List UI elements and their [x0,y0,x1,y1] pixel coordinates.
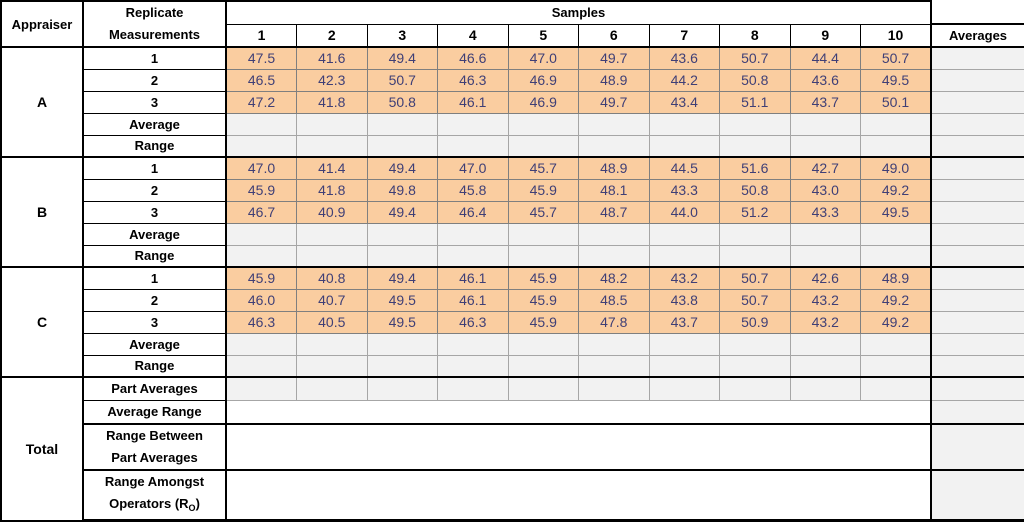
appraiser-label: C [1,267,83,377]
range-between-line2: Part Averages [111,450,198,465]
measurement-cell[interactable]: 49.4 [367,267,438,289]
computed-cell [579,333,650,355]
computed-cell [508,135,579,157]
table-row [1,470,1024,521]
average-range-label: Average Range [83,400,226,424]
header-row-1 [1,1,1024,24]
measurement-cell[interactable]: 50.7 [720,267,791,289]
measurement-cell[interactable]: 50.7 [861,47,932,69]
table-row [1,400,1024,424]
measurement-cell[interactable]: 46.9 [508,69,579,91]
measurement-cell[interactable]: 49.5 [861,201,932,223]
measurement-cell[interactable]: 42.3 [297,69,368,91]
measurement-cell[interactable]: 50.8 [720,69,791,91]
measurement-cell[interactable]: 47.0 [508,47,579,69]
computed-cell [226,113,297,135]
measurement-cell[interactable]: 45.9 [508,289,579,311]
range-between-line1: Range Between [106,428,203,443]
computed-cell [579,135,650,157]
range-amongst-line2: Operators $(R_O)$ [109,496,200,513]
computed-cell [720,223,791,245]
measurement-cell[interactable]: 44.0 [649,201,720,223]
computed-cell [790,135,861,157]
computed-cell [720,355,791,377]
measurement-cell[interactable]: 46.9 [508,91,579,113]
measurement-cell[interactable]: 46.0 [226,289,297,311]
computed-cell [226,135,297,157]
measurement-cell[interactable]: 48.9 [579,157,650,179]
average-row-label: Average [83,333,226,355]
measurement-cell[interactable]: 42.6 [790,267,861,289]
measurement-cell[interactable]: 49.5 [367,289,438,311]
average-range-value-cell [226,400,931,424]
averages-cell [931,47,1024,69]
computed-cell [790,223,861,245]
measurement-cell[interactable]: 47.2 [226,91,297,113]
measurement-cell[interactable]: 43.7 [649,311,720,333]
sample-number-header: 9 [790,24,861,47]
computed-cell [649,245,720,267]
measurement-cell[interactable]: 46.6 [438,47,509,69]
averages-cell [931,69,1024,91]
measurement-cell[interactable]: 43.4 [649,91,720,113]
samples-header: Samples [226,1,931,24]
computed-cell [790,377,861,400]
measurement-cell[interactable]: 43.2 [649,267,720,289]
row-label: 1 [83,157,226,179]
measurement-cell[interactable]: 49.0 [861,157,932,179]
computed-cell [367,355,438,377]
computed-cell [438,135,509,157]
measurement-cell[interactable]: 41.8 [297,91,368,113]
measurement-cell[interactable]: 43.8 [649,289,720,311]
computed-cell [297,355,368,377]
table-row [1,179,1024,201]
averages-cell [931,424,1024,470]
row-label: 1 [83,267,226,289]
computed-cell [649,223,720,245]
measurement-cell[interactable]: 41.6 [297,47,368,69]
measurement-cell[interactable]: 43.0 [790,179,861,201]
range-row-label: Range [83,135,226,157]
computed-cell [297,113,368,135]
computed-cell [297,245,368,267]
computed-cell [579,113,650,135]
measurement-cell[interactable]: 49.5 [861,69,932,91]
measurement-cell[interactable]: 50.9 [720,311,791,333]
averages-cell [931,113,1024,135]
computed-cell [579,245,650,267]
computed-cell [508,377,579,400]
row-label: 3 [83,311,226,333]
measurement-cell[interactable]: 46.1 [438,267,509,289]
table-row [1,201,1024,223]
measurement-cell[interactable]: 49.8 [367,179,438,201]
row-label: 3 [83,91,226,113]
computed-cell [649,355,720,377]
table-row [1,424,1024,470]
table-row [1,135,1024,157]
measurement-cell[interactable]: 50.8 [367,91,438,113]
measurement-cell[interactable]: 42.7 [790,157,861,179]
measurement-cell[interactable]: 43.6 [649,47,720,69]
sample-number-header: 2 [297,24,368,47]
measurement-cell[interactable]: 47.0 [438,157,509,179]
row-label: 2 [83,69,226,91]
measurement-cell[interactable]: 44.5 [649,157,720,179]
computed-cell [438,245,509,267]
averages-header: Averages [931,24,1024,47]
replicate-header-line1: Replicate [125,5,184,20]
measurement-cell[interactable]: 49.4 [367,157,438,179]
computed-cell [508,113,579,135]
range-row-label: Range [83,245,226,267]
computed-cell [367,377,438,400]
measurement-cell[interactable]: 47.8 [579,311,650,333]
computed-cell [649,135,720,157]
computed-cell [226,355,297,377]
computed-cell [297,223,368,245]
measurement-cell[interactable]: 51.2 [720,201,791,223]
computed-cell [720,333,791,355]
measurement-cell[interactable]: 51.1 [720,91,791,113]
measurement-cell[interactable]: 45.7 [508,201,579,223]
table-row [1,267,1024,289]
measurement-cell[interactable]: 48.2 [579,267,650,289]
computed-cell [861,355,932,377]
computed-cell [226,223,297,245]
computed-cell [649,333,720,355]
measurement-cell[interactable]: 46.3 [438,69,509,91]
averages-cell [931,91,1024,113]
table-row [1,333,1024,355]
table-row [1,377,1024,400]
measurement-cell[interactable]: 43.2 [790,311,861,333]
measurement-cell[interactable]: 49.4 [367,201,438,223]
computed-cell [438,355,509,377]
computed-cell [367,245,438,267]
table-row [1,311,1024,333]
sample-number-header: 6 [579,24,650,47]
measurement-cell[interactable]: 45.9 [226,179,297,201]
computed-cell [720,135,791,157]
computed-cell [226,245,297,267]
measurement-cell[interactable]: 46.7 [226,201,297,223]
measurement-cell[interactable]: 45.9 [508,179,579,201]
averages-cell [931,157,1024,179]
averages-cell [931,201,1024,223]
computed-cell [508,333,579,355]
averages-cell [931,135,1024,157]
computed-cell [790,333,861,355]
measurement-cell[interactable]: 48.5 [579,289,650,311]
computed-cell [297,377,368,400]
averages-cell [931,245,1024,267]
computed-cell [861,245,932,267]
computed-cell [438,333,509,355]
average-row-label: Average [83,223,226,245]
table-row [1,113,1024,135]
sample-number-header: 5 [508,24,579,47]
range-amongst-value-cell [226,470,931,521]
computed-cell [790,113,861,135]
computed-cell [508,223,579,245]
measurement-cell[interactable]: 41.4 [297,157,368,179]
measurement-cell[interactable]: 49.4 [367,47,438,69]
computed-cell [861,113,932,135]
table-row [1,223,1024,245]
table-row [1,69,1024,91]
measurement-cell[interactable]: 46.3 [226,311,297,333]
averages-cell [931,311,1024,333]
table-row [1,245,1024,267]
measurement-cell[interactable]: 45.9 [226,267,297,289]
measurement-cell[interactable]: 45.8 [438,179,509,201]
measurement-cell[interactable]: 48.1 [579,179,650,201]
computed-cell [649,377,720,400]
averages-cell [931,289,1024,311]
averages-cell [931,267,1024,289]
table-row [1,91,1024,113]
computed-cell [861,333,932,355]
row-label: 1 [83,47,226,69]
table-row [1,289,1024,311]
table-row [1,157,1024,179]
measurement-cell[interactable]: 49.2 [861,311,932,333]
measurement-cell[interactable]: 50.8 [720,179,791,201]
computed-cell [790,355,861,377]
replicate-measurements-header [83,1,226,47]
sample-number-header: 1 [226,24,297,47]
measurement-cell[interactable]: 48.7 [579,201,650,223]
measurement-cell[interactable]: 41.8 [297,179,368,201]
measurement-cell[interactable]: 49.2 [861,289,932,311]
computed-cell [790,245,861,267]
sample-number-header: 4 [438,24,509,47]
measurement-cell[interactable]: 51.6 [720,157,791,179]
averages-cell [931,355,1024,377]
computed-cell [720,377,791,400]
range-row-label: Range [83,355,226,377]
computed-cell [508,355,579,377]
range-amongst-operators-label [83,470,226,521]
computed-cell [508,245,579,267]
appraiser-label: A [1,47,83,157]
computed-cell [226,333,297,355]
appraiser-header: Appraiser [1,1,83,47]
computed-cell [367,333,438,355]
computed-cell [297,135,368,157]
range-between-part-averages-label [83,424,226,470]
measurement-cell[interactable]: 47.0 [226,157,297,179]
measurement-cell[interactable]: 40.5 [297,311,368,333]
measurement-cell[interactable]: 45.7 [508,157,579,179]
range-between-value-cell [226,424,931,470]
sample-number-header: 3 [367,24,438,47]
measurement-cell[interactable]: 43.2 [790,289,861,311]
measurement-cell[interactable]: 46.3 [438,311,509,333]
computed-cell [861,223,932,245]
computed-cell [579,377,650,400]
measurement-cell[interactable]: 46.1 [438,289,509,311]
computed-cell [367,113,438,135]
computed-cell [438,223,509,245]
measurement-cell[interactable]: 45.9 [508,267,579,289]
computed-cell [861,135,932,157]
computed-cell [720,245,791,267]
measurement-cell[interactable]: 48.9 [861,267,932,289]
computed-cell [367,135,438,157]
measurement-cell[interactable]: 46.4 [438,201,509,223]
measurement-cell[interactable]: 43.7 [790,91,861,113]
measurement-cell[interactable]: 46.5 [226,69,297,91]
row-label: 2 [83,179,226,201]
computed-cell [579,355,650,377]
measurement-cell[interactable]: 49.7 [579,47,650,69]
r-zero-subscript: O [188,503,196,513]
total-label: Total [1,377,83,521]
measurement-cell[interactable]: 40.9 [297,201,368,223]
range-amongst-line1: Range Amongst [104,474,205,489]
measurement-cell[interactable]: 43.3 [790,201,861,223]
averages-cell [931,223,1024,245]
computed-cell [226,377,297,400]
measurement-cell[interactable]: 49.5 [367,311,438,333]
measurement-cell[interactable]: 44.2 [649,69,720,91]
measurement-cell[interactable]: 50.7 [720,47,791,69]
measurement-cell[interactable]: 46.1 [438,91,509,113]
averages-cell [931,377,1024,400]
averages-cell [931,400,1024,424]
measurement-cell[interactable]: 43.6 [790,69,861,91]
measurement-cell[interactable]: 40.8 [297,267,368,289]
computed-cell [438,113,509,135]
computed-cell [861,377,932,400]
measurement-cell[interactable]: 50.7 [720,289,791,311]
averages-cell [931,333,1024,355]
measurement-cell[interactable]: 48.9 [579,69,650,91]
part-averages-label: Part Averages [83,377,226,400]
computed-cell [367,223,438,245]
averages-cell [931,179,1024,201]
sample-number-header: 8 [720,24,791,47]
replicate-header-line2: Measurements [108,27,201,42]
average-row-label: Average [83,113,226,135]
computed-cell [297,333,368,355]
measurement-cell[interactable]: 47.5 [226,47,297,69]
sample-number-header: 10 [861,24,932,47]
computed-cell [579,223,650,245]
computed-cell [438,377,509,400]
measurement-cell[interactable]: 45.9 [508,311,579,333]
measurement-cell[interactable]: 50.7 [367,69,438,91]
measurement-cell[interactable]: 50.1 [861,91,932,113]
sample-number-header: 7 [649,24,720,47]
averages-cell [931,470,1024,521]
measurement-cell[interactable]: 49.7 [579,91,650,113]
blank-corner-cell [931,1,1024,24]
appraiser-label: B [1,157,83,267]
measurement-cell[interactable]: 43.3 [649,179,720,201]
computed-cell [720,113,791,135]
table-row [1,47,1024,69]
measurement-cell[interactable]: 44.4 [790,47,861,69]
computed-cell [649,113,720,135]
measurement-cell[interactable]: 49.2 [861,179,932,201]
row-label: 3 [83,201,226,223]
table-row [1,355,1024,377]
row-label: 2 [83,289,226,311]
measurement-cell[interactable]: 40.7 [297,289,368,311]
